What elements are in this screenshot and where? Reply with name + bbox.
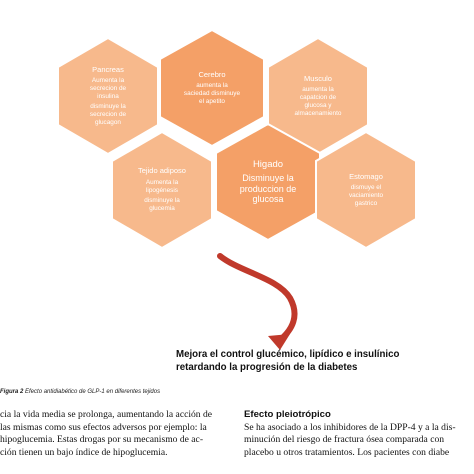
figure-caption	[0, 389, 160, 395]
hexagon-title: Pancreas	[92, 64, 124, 74]
hexagon-line: el apetito	[199, 97, 225, 105]
hexagon-label-pancreas	[66, 52, 150, 140]
left-line: ción tienen un bajo índice de hipoglucemia.	[0, 446, 168, 458]
hexagon-line: Aumenta la	[91, 77, 125, 85]
hexagon-label-stomach	[324, 146, 408, 234]
hexagon-title: Tejido adiposo	[138, 166, 186, 176]
hexagon-line: vaciamiento	[348, 191, 384, 199]
conclusion-line-1: Mejora el control glucémico, lipídico e insulínico	[176, 349, 400, 360]
hexagon-title: Cerebro	[198, 69, 226, 79]
hexagon-line: Aumenta la	[145, 178, 179, 186]
hexagon-line: disminuye la	[144, 197, 180, 205]
hexagon-line: glucosa y	[304, 101, 332, 109]
hexagon-line: aumenta la	[302, 86, 334, 94]
left-line: hipoglucemia. Estas drogas por su mecanismo de ac-	[0, 434, 204, 445]
hexagon-line: secrecion de	[89, 111, 127, 118]
hexagon-title: Estomago	[349, 171, 383, 181]
arrow-head-icon	[268, 334, 290, 350]
hexagon-label-adipose	[120, 146, 204, 234]
hexagon-line: insulina	[97, 92, 119, 100]
hexagon-line: disminuye la	[90, 103, 126, 111]
left-column-text	[0, 409, 230, 459]
hexagon-line: secrecion de	[89, 84, 127, 92]
left-line: cia la vida media se prolonga, aumentando la acción de	[0, 409, 213, 420]
hexagon-line: capatcion de	[299, 94, 337, 102]
right-line: minución del riesgo de fractura ósea comparada con	[244, 434, 445, 445]
hexagon-line: aumenta la	[196, 82, 228, 90]
hexagon-label-liver	[224, 138, 312, 226]
right-line: placebo u otros tratamientos. Los pacientes con diabe	[244, 446, 450, 458]
hexagon-title: Musculo	[304, 73, 332, 83]
section-heading: Efecto pleiotrópico	[244, 409, 331, 420]
conclusion-line-2: retardando la progresión de la diabetes	[176, 361, 358, 373]
hexagon-line: glucemia	[149, 205, 175, 212]
hexagon-line: Disminuye la	[242, 173, 294, 184]
curved-arrow-icon	[220, 256, 295, 340]
caption-text: Efecto antidiabético de GLP-1 en diferentes tejidos	[25, 389, 161, 395]
hexagon-line: saciedad disminuye	[183, 89, 241, 97]
right-column-text	[244, 409, 474, 459]
hexagon-line: dismuye el	[350, 184, 382, 192]
figure-conclusion	[176, 349, 416, 374]
left-line: las mismas como sus efectos adversos por ejemplo: la	[0, 421, 207, 433]
hexagon-title: Higado	[252, 158, 284, 170]
hexagon-line: glucosa	[252, 194, 284, 205]
hexagon-line: gastrico	[354, 199, 378, 207]
hexagon-line: glucagon	[95, 118, 121, 126]
hexagon-label-muscle	[276, 52, 360, 140]
hexagon-line: almacenamiento	[294, 109, 342, 117]
caption-label: Figura 2	[0, 389, 24, 395]
hexagon-line: produccion de	[239, 183, 297, 194]
right-line: Se ha asociado a los inhibidores de la DPP-4 y a la dis-	[244, 421, 456, 433]
hexagon-line: lipogénesis	[146, 186, 178, 194]
hexagon-label-brain	[168, 44, 256, 132]
